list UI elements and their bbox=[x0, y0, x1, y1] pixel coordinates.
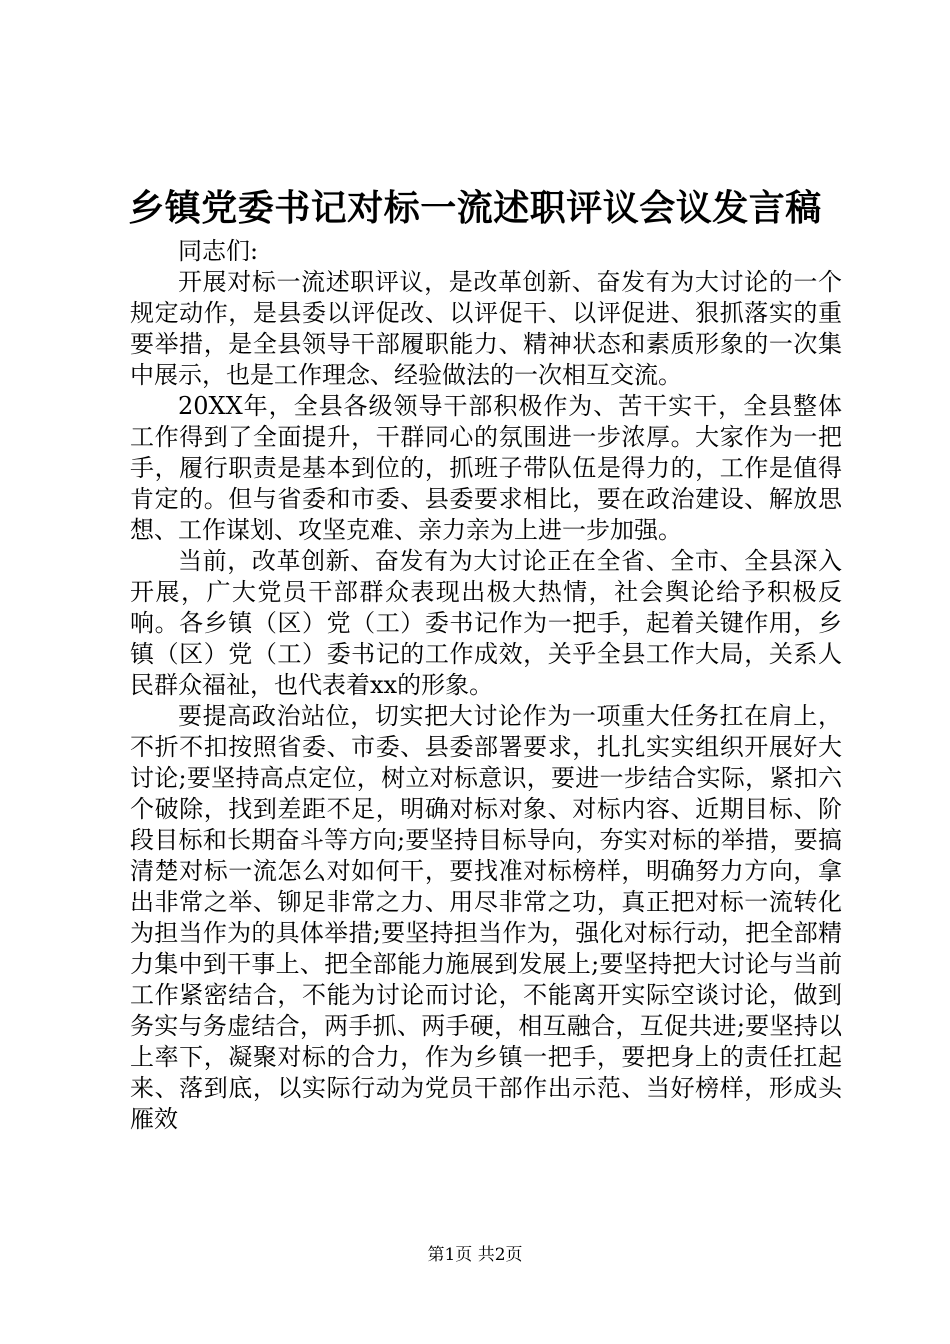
paragraph: 开展对标一流述职评议，是改革创新、奋发有为大讨论的一个规定动作，是县委以评促改、以评促干、以评促进、狠抓落实的重要举措，是全县领导干部履职能力、精神状态和素质形象的一次集中展示，也是工作理念、经验做法的一次相互交流。 bbox=[130, 268, 842, 389]
paragraph: 20XX年，全县各级领导干部积极作为、苦干实干，全县整体工作得到了全面提升，干群同心的氛围进一步浓厚。大家作为一把手，履行职责是基本到位的，抓班子带队伍是得力的，工作是值得肯定的。但与省委和市委、县委要求相比，要在政治建设、解放思想、工作谋划、攻坚克难、亲力亲为上进一步加强。 bbox=[130, 392, 842, 544]
paragraph: 当前，改革创新、奋发有为大讨论正在全省、全市、全县深入开展，广大党员干部群众表现出极大热情，社会舆论给予积极反响。各乡镇（区）党（工）委书记作为一把手，起着关键作用，乡镇（区）党（工）委书记的工作成效，关乎全县工作大局，关系人民群众福祉，也代表着xx的形象。 bbox=[130, 547, 842, 699]
document-body bbox=[130, 236, 842, 1135]
document-title: 乡镇党委书记对标一流述职评议会议发言稿 bbox=[128, 187, 822, 229]
paragraph: 要提高政治站位，切实把大讨论作为一项重大任务扛在肩上，不折不扣按照省委、市委、县委部署要求，扎扎实实组织开展好大讨论;要坚持高点定位，树立对标意识，要进一步结合实际，紧扣六个破除，找到差距不足，明确对标对象、对标内容、近期目标、阶段目标和长期奋斗等方向;要坚持目标导向，夯实对标的举措，要搞清楚对标一流怎么对如何干，要找准对标榜样，明确努力方向，拿出非常之举、铆足非常之力、用尽非常之功，真正把对标一流转化为担当作为的具体举措;要坚持担当作为，强化对标行动，把全部精力集中到干事上、把全部能力施展到发展上;要坚持把大讨论与当前工作紧密结合，不能为讨论而讨论，不能离开实际空谈讨论，做到务实与务虚结合，两手抓、两手硬，相互融合，互促共进;要坚持以上率下，凝聚对标的合力，作为乡镇一把手，要把身上的责任扛起来、落到底，以实际行动为党员干部作出示范、当好榜样，形成头雁效 bbox=[130, 702, 842, 1133]
salutation: 同志们: bbox=[178, 237, 259, 265]
page-number-footer: 第1页 共2页 bbox=[427, 1245, 523, 1265]
